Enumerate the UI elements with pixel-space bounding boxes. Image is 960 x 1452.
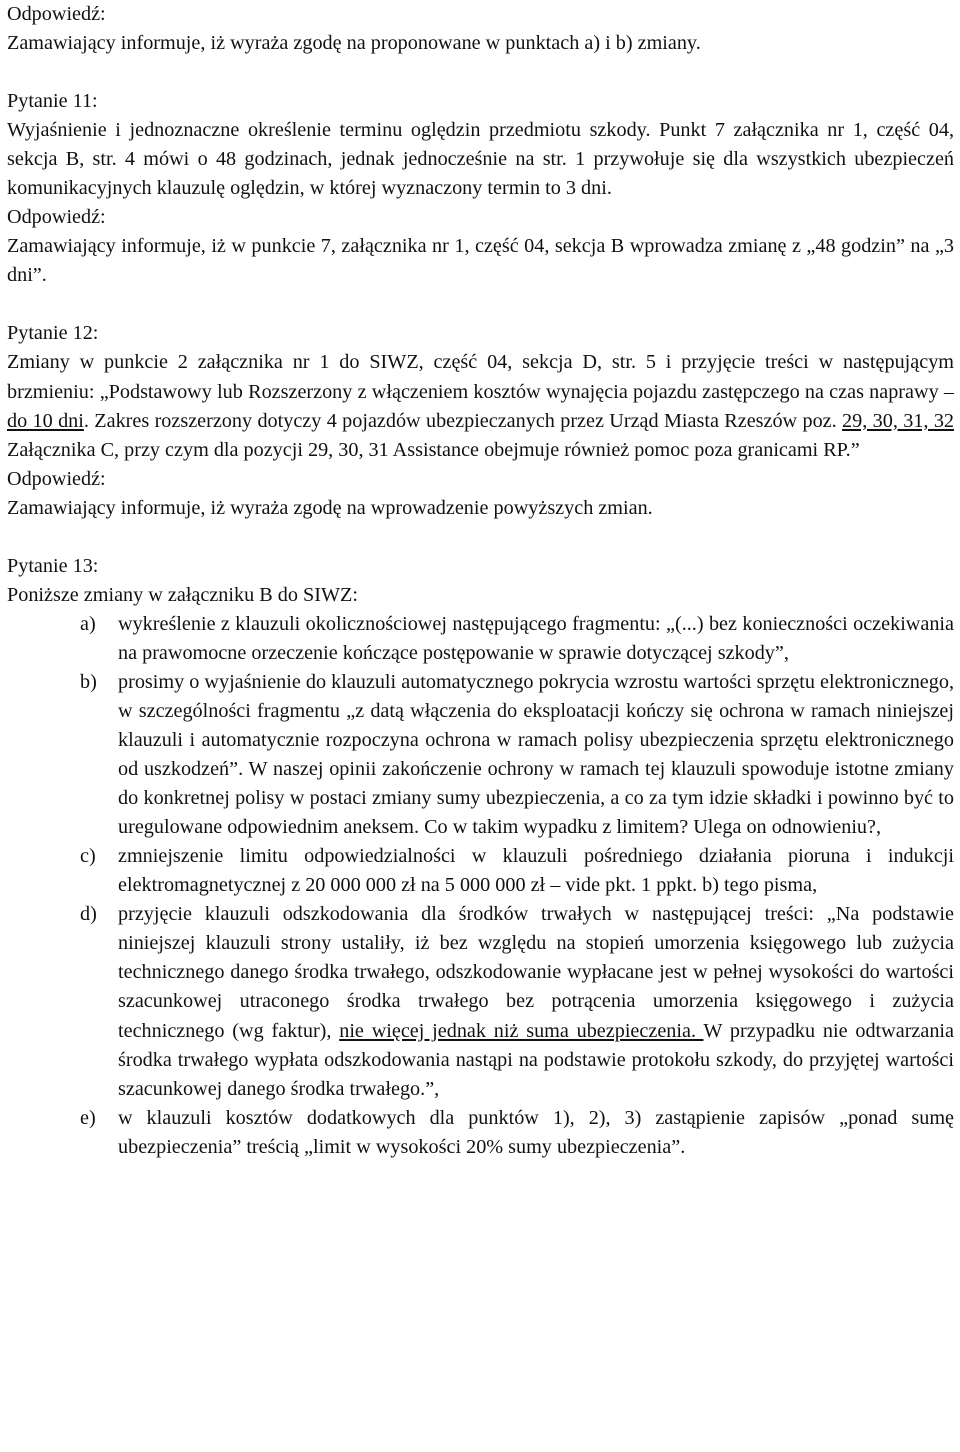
- question-13-title: Pytanie 13:: [7, 554, 99, 577]
- d-text-part1: przyjęcie klauzuli odszkodowania dla środków trwałych w następującej treści: „Na podstawie niniejszej klauzuli strony ustaliły, iż bez względu na stopień umorzenia księgowego lub zużycia technicznego danego środka trwałego, odszkodowanie wypłacane jest w pełnej wysokości do wartości szacunkowej utraconego środka trwałego bez potrącenia umorzenia księgowego i zużycia technicznego (wg faktur),: [118, 903, 954, 1042]
- answer-12-text: Zamawiający informuje, iż wyraża zgodę na wprowadzenie powyższych zmian.: [7, 496, 653, 519]
- list-text: w klauzuli kosztów dodatkowych dla punktów 1), 2), 3) zastąpienie zapisów „ponad sumę ubezpieczenia” treścią „limit w wysokości 20% sumy ubezpieczenia”.: [118, 1106, 954, 1158]
- list-label: e): [80, 1106, 96, 1129]
- q12-body-part3: Załącznika C, przy czym dla pozycji 29, 30, 31 Assistance obejmuje również pomoc poza granicami RP.”: [7, 438, 860, 461]
- list-text: zmniejszenie limitu odpowiedzialności w klauzuli pośredniego działania pioruna i indukcji elektromagnetycznej z 20 000 000 zł na 5 000 000 zł – vide pkt. 1 ppkt. b) tego pisma,: [118, 845, 954, 897]
- list-item-a: [7, 610, 954, 668]
- list-item-b: [7, 668, 954, 842]
- list-item-d: [7, 900, 954, 1103]
- document-page: [7, 0, 954, 1162]
- q12-body-part2: . Zakres rozszerzony dotyczy 4 pojazdów ubezpieczanych przez Urząd Miasta Rzeszów poz.: [83, 409, 843, 432]
- d-text-part2: W przypadku nie odtwarzania środka trwałego wypłata odszkodowania nastąpi na podstawie protokołu szkody, do przyjętej wartości szacunkowej danego środka trwałego.”,: [118, 1019, 954, 1100]
- list-label: b): [80, 670, 97, 693]
- question-12-body: [7, 348, 954, 464]
- question-13-intro: Poniższe zmiany w załączniku B do SIWZ:: [7, 583, 358, 606]
- list-label: d): [80, 903, 97, 926]
- answer-label: Odpowiedź:: [7, 467, 106, 490]
- list-label: c): [80, 845, 96, 868]
- answer-11-text: Zamawiający informuje, iż w punkcie 7, załącznika nr 1, część 04, sekcja B wprowadza zmianę z „48 godzin” na „3 dni”.: [7, 235, 954, 287]
- question-11-title: Pytanie 11:: [7, 90, 98, 113]
- list-text: [118, 903, 954, 1099]
- answer-text: Zamawiający informuje, iż wyraża zgodę na proponowane w punktach a) i b) zmiany.: [7, 32, 701, 55]
- list-item-c: [7, 842, 954, 900]
- question-11-body: Wyjaśnienie i jednoznaczne określenie terminu oględzin przedmiotu szkody. Punkt 7 załącznika nr 1, część 04, sekcja B, str. 4 mówi o 48 godzinach, jednak jednocześnie na str. 1 przywołuje się dla wszystkich ubezpieczeń komunikacyjnych klauzulę oględzin, w której wyznaczony termin to 3 dni.: [7, 119, 954, 200]
- question-12-title: Pytanie 12:: [7, 322, 99, 345]
- list-text: wykreślenie z klauzuli okolicznościowej następującego fragmentu: „(...) bez konieczności oczekiwania na prawomocne orzeczenie kończące postępowanie w sprawie dotyczącej szkody”,: [118, 612, 954, 664]
- answer-label: Odpowiedź:: [7, 3, 106, 25]
- q12-underline-days: do 10 dni: [7, 409, 84, 432]
- list-item-e: [7, 1104, 954, 1162]
- list-label: a): [80, 612, 96, 635]
- d-underline-limit: nie więcej jednak niż suma ubezpieczenia.: [339, 1019, 704, 1042]
- q12-body-part1: Zmiany w punkcie 2 załącznika nr 1 do SIWZ, część 04, sekcja D, str. 5 i przyjęcie treści w następującym brzmieniu: „Podstawowy lub Rozszerzony z włączeniem kosztów wynajęcia pojazdu zastępczego na czas naprawy –: [7, 351, 954, 403]
- answer-label: Odpowiedź:: [7, 206, 106, 229]
- q12-underline-positions: 29, 30, 31, 32: [842, 409, 955, 432]
- list-text: prosimy o wyjaśnienie do klauzuli automatycznego pokrycia wzrostu wartości sprzętu elektronicznego, w szczególności fragmentu „z datą włączenia do eksploatacji kończy się ochrona w ramach niniejszej klauzuli i automatycznie rozpoczyna ochrona w ramach polisy ubezpieczenia sprzętu elektronicznego od uszkodzeń”. W naszej opinii zakończenie ochrony w ramach tej klauzuli spowoduje istotne zmiany do konkretnej polisy w postaci zmiany sumy ubezpieczenia, a co za tym idzie składki i powinno być to uregulowane odpowiednim aneksem. Co w takim wypadku z limitem? Ulega on odnowieniu?,: [118, 670, 954, 839]
